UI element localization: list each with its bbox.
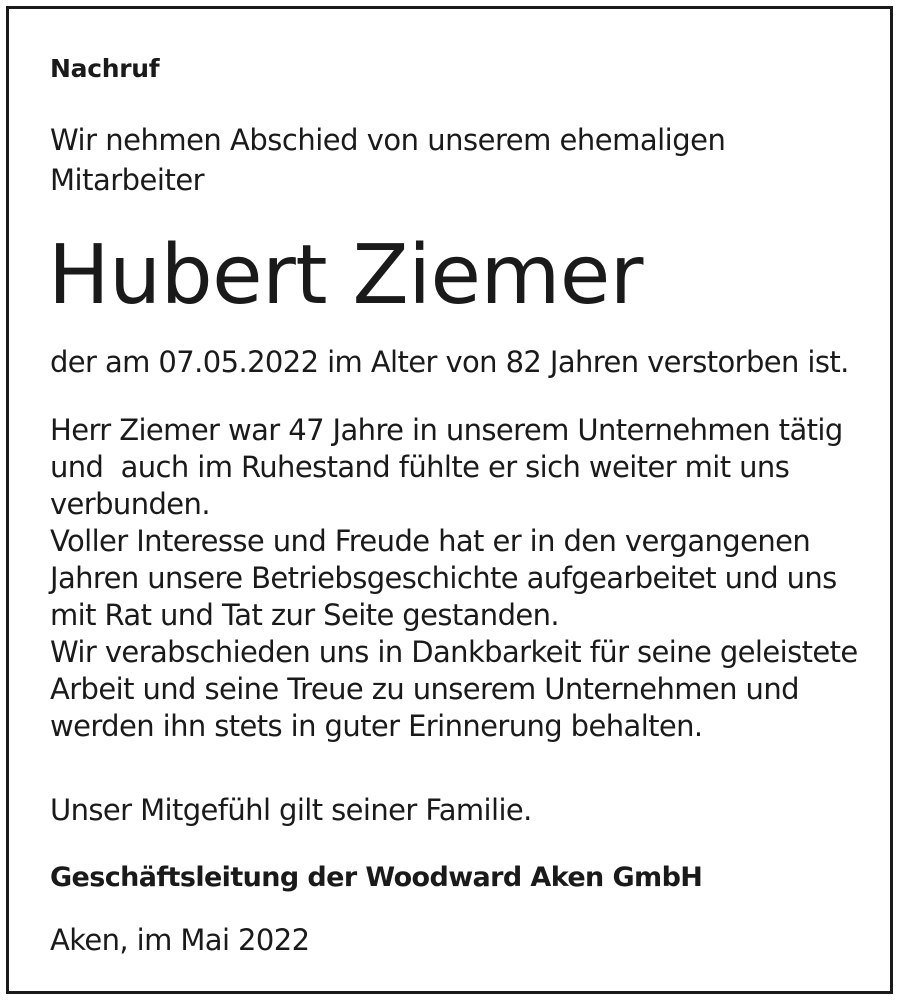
intro-text (50, 120, 850, 200)
intro-line: Wir nehmen Abschied von unserem ehemaligen (50, 123, 726, 157)
deceased-name: Hubert Ziemer (48, 228, 644, 323)
intro-line: Mitarbeiter (50, 163, 205, 197)
death-date-line: der am 07.05.2022 im Alter von 82 Jahren verstorben ist. (50, 345, 849, 379)
notice-heading: Nachruf (50, 54, 160, 83)
body-line: Herr Ziemer war 47 Jahre in unserem Unternehmen tätig (50, 413, 843, 447)
body-line: werden ihn stets in guter Erinnerung behalten. (50, 709, 703, 743)
condolence-text: Unser Mitgefühl gilt seiner Familie. (50, 793, 532, 827)
body-line: Jahren unsere Betriebsgeschichte aufgearbeitet und uns (50, 561, 837, 595)
body-line: verbunden. (50, 487, 210, 521)
body-line: Arbeit und seine Treue zu unserem Unternehmen und (50, 672, 799, 706)
body-line: mit Rat und Tat zur Seite gestanden. (50, 598, 560, 632)
body-line: und auch im Ruhestand fühlte er sich weiter mit uns (50, 450, 790, 484)
body-paragraph (50, 412, 870, 745)
body-line: Wir verabschieden uns in Dankbarkeit für seine geleistete (50, 635, 858, 669)
signature: Geschäftsleitung der Woodward Aken GmbH (50, 862, 703, 893)
body-line: Voller Interesse und Freude hat er in den vergangenen (50, 524, 811, 558)
place-date: Aken, im Mai 2022 (50, 923, 310, 957)
